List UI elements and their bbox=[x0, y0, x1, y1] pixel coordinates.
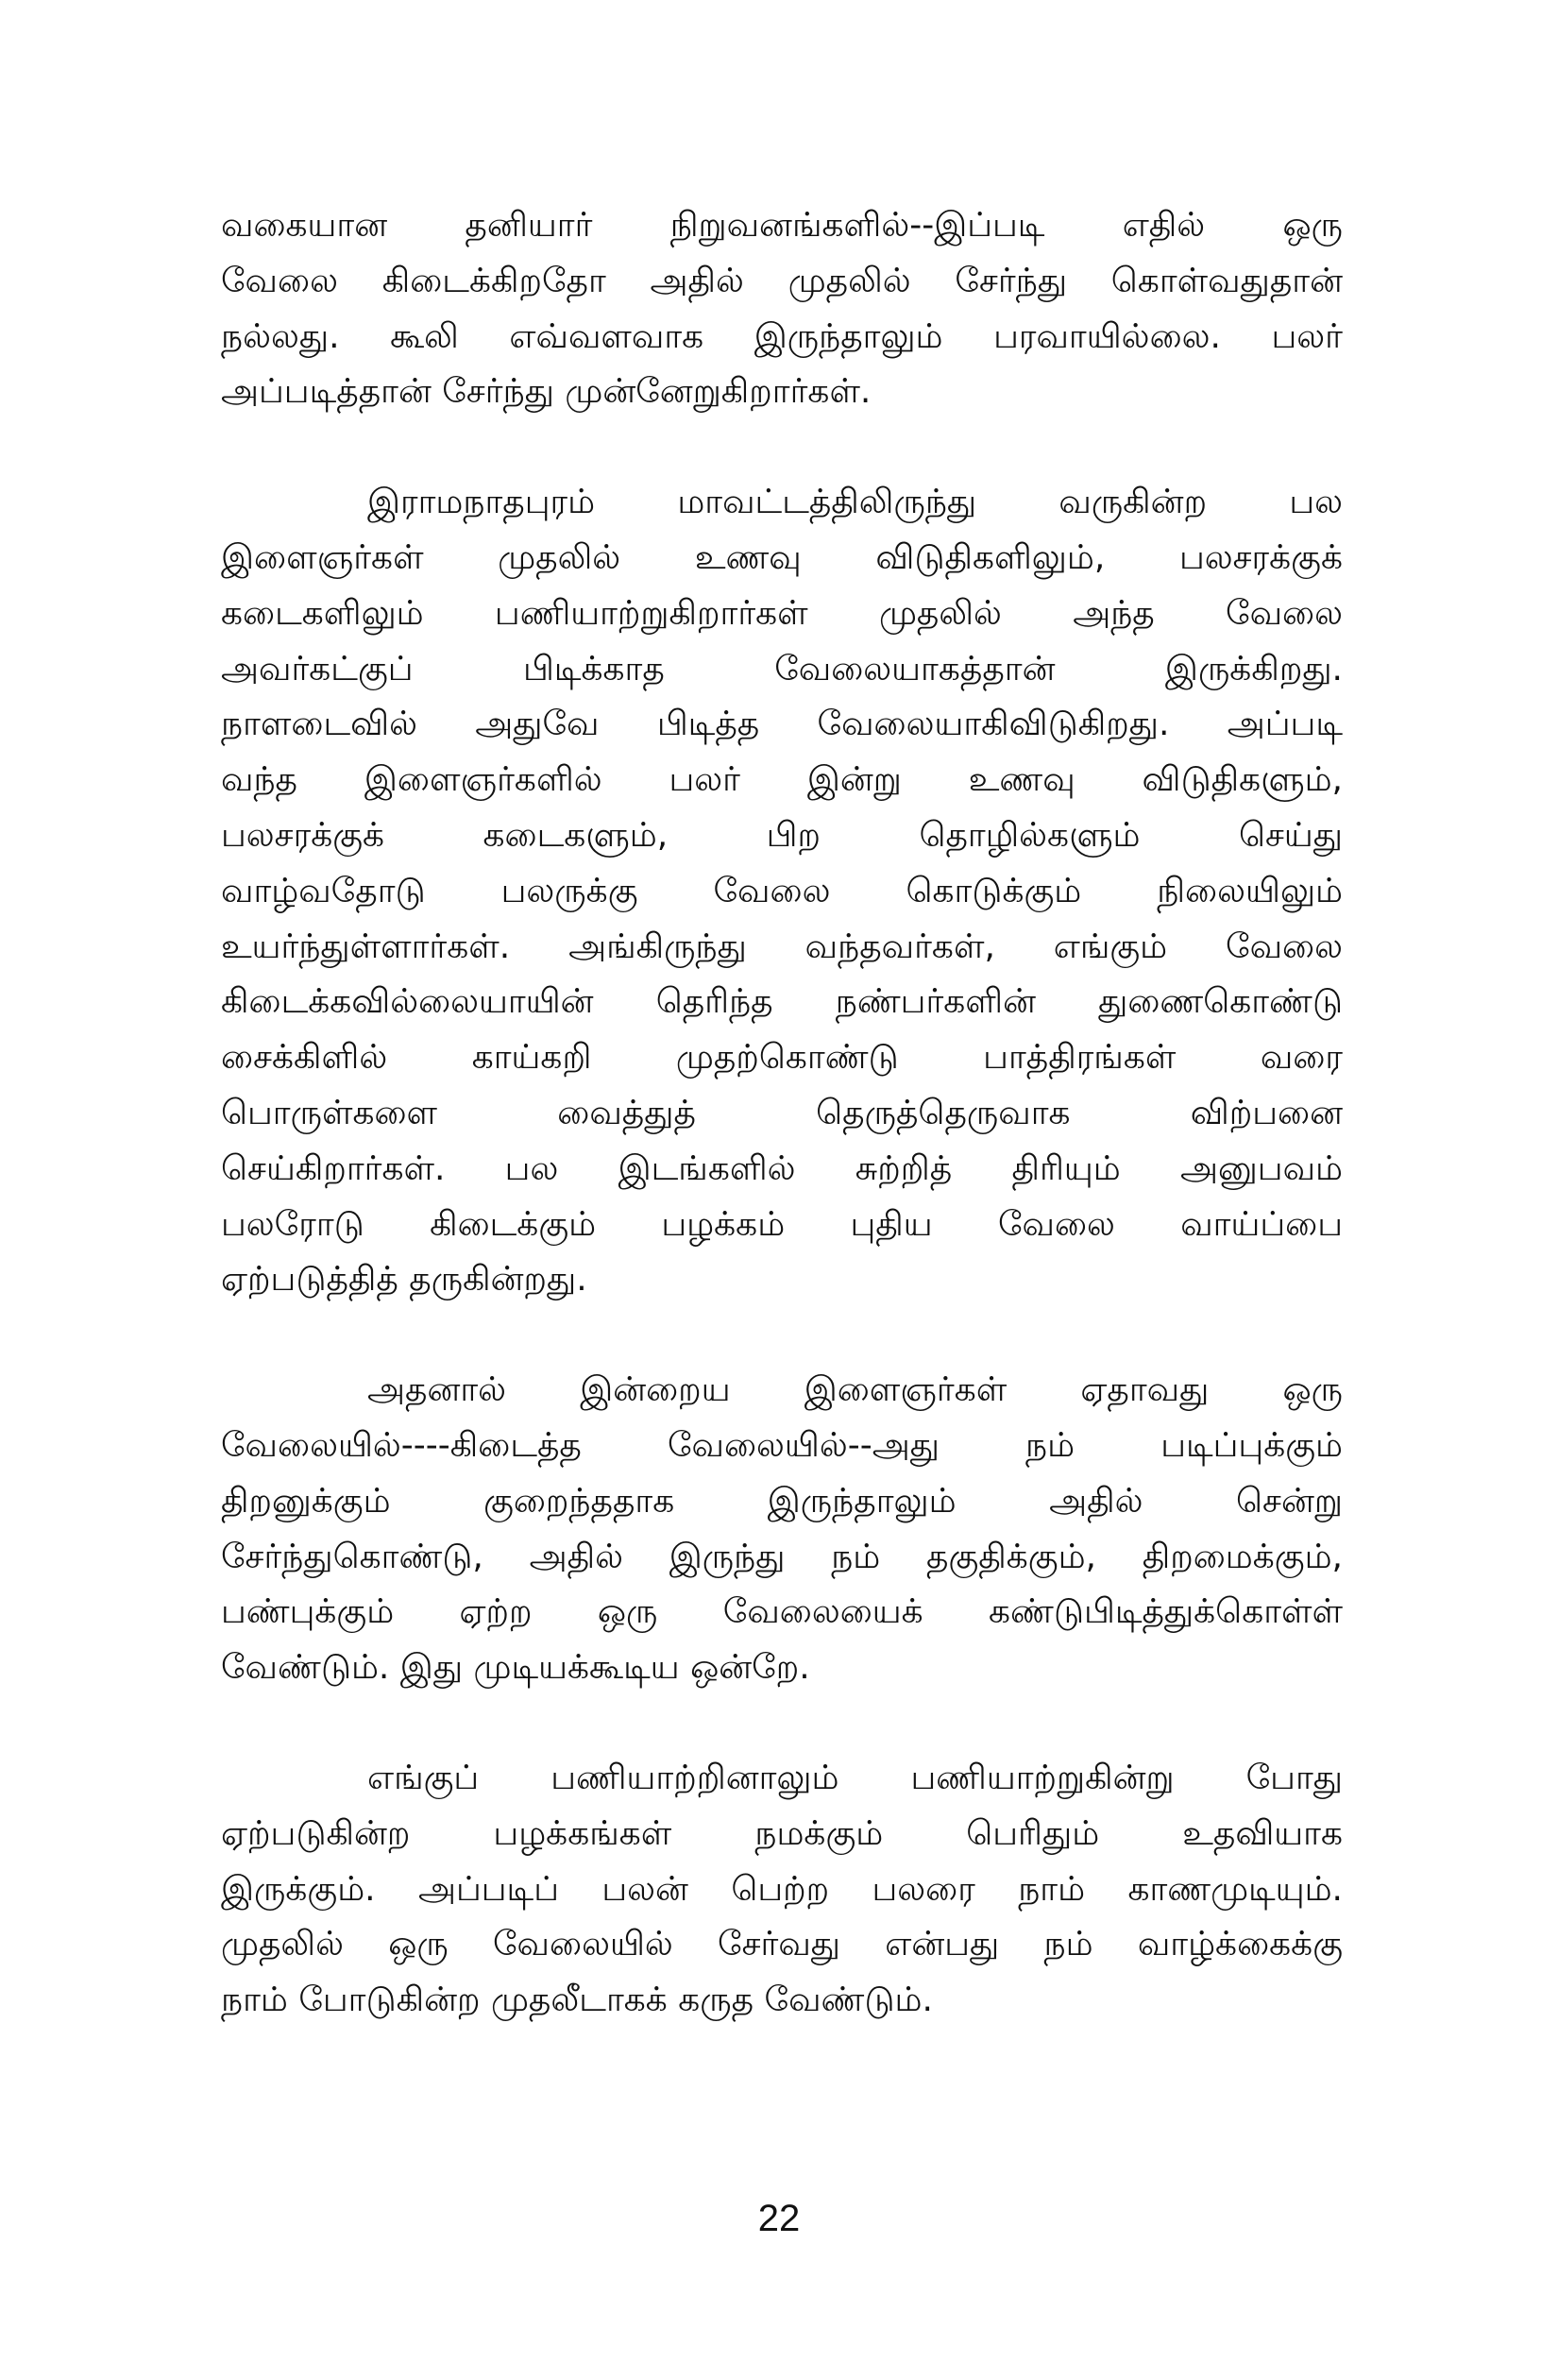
text-line: முதலில் ஒரு வேலையில் சேர்வது என்பது நம் வாழ்க்கைக்கு bbox=[221, 1925, 1343, 1964]
paragraph-2 bbox=[221, 475, 1343, 1308]
text-line: ஏற்படுகின்ற பழக்கங்கள் நமக்கும் பெரிதும் உதவியாக bbox=[221, 1813, 1343, 1853]
paragraph-3 bbox=[221, 1363, 1343, 1696]
text-line: வேலை கிடைக்கிறதோ அதில் முதலில் சேர்ந்து கொள்வதுதான் bbox=[221, 261, 1343, 300]
text-line: பலரோடு கிடைக்கும் பழக்கம் புதிய வேலை வாய்ப்பை bbox=[221, 1204, 1343, 1244]
paragraph-1 bbox=[221, 198, 1343, 420]
text-line: கடைகளிலும் பணியாற்றுகிறார்கள் முதலில் அந்த வேலை bbox=[221, 593, 1343, 633]
text-line: உயர்ந்துள்ளார்கள். அங்கிருந்து வந்தவர்கள், எங்கும் வேலை bbox=[221, 926, 1343, 966]
text-line: சேர்ந்துகொண்டு, அதில் இருந்து நம் தகுதிக்கும், திறமைக்கும், bbox=[221, 1537, 1343, 1576]
text-line: இளைஞர்கள் முதலில் உணவு விடுதிகளிலும், பலசரக்குக் bbox=[221, 537, 1343, 577]
text-line: ஏற்படுத்தித் தருகின்றது. bbox=[221, 1260, 587, 1300]
text-line: பொருள்களை வைத்துத் தெருத்தெருவாக விற்பனை bbox=[221, 1093, 1343, 1132]
text-line: வகையான தனியார் நிறுவனங்களில்--இப்படி எதில் ஒரு bbox=[221, 206, 1343, 245]
text-line: பலசரக்குக் கடைகளும், பிற தொழில்களும் செய்து bbox=[221, 815, 1343, 855]
text-line: எங்குப் பணியாற்றினாலும் பணியாற்றுகின்று போது bbox=[367, 1758, 1343, 1797]
text-line: நாளடைவில் அதுவே பிடித்த வேலையாகிவிடுகிறது. அப்படி bbox=[221, 705, 1343, 744]
text-line: பண்புக்கும் ஏற்ற ஒரு வேலையைக் கண்டுபிடித்துக்கொள்ள் bbox=[221, 1592, 1343, 1632]
text-line: செய்கிறார்கள். பல இடங்களில் சுற்றித் திரியும் அனுபவம் bbox=[221, 1148, 1343, 1188]
text-line: வாழ்வதோடு பலருக்கு வேலை கொடுக்கும் நிலையிலும் bbox=[221, 871, 1343, 910]
text-line: வேண்டும். இது முடியக்கூடிய ஒன்றே. bbox=[221, 1648, 810, 1688]
text-line: அவர்கட்குப் பிடிக்காத வேலையாகத்தான் இருக்கிறது. bbox=[221, 649, 1343, 688]
text-line: திறனுக்கும் குறைந்ததாக இருந்தாலும் அதில் சென்று bbox=[221, 1481, 1343, 1521]
text-line: இராமநாதபுரம் மாவட்டத்திலிருந்து வருகின்ற பல bbox=[367, 483, 1343, 522]
text-line: அப்படித்தான் சேர்ந்து முன்னேறுகிறார்கள். bbox=[221, 372, 872, 412]
body-text bbox=[221, 198, 1343, 2029]
text-line: சைக்கிளில் காய்கறி முதற்கொண்டு பாத்திரங்கள் வரை bbox=[221, 1038, 1343, 1078]
text-line: அதனால் இன்றைய இளைஞர்கள் ஏதாவது ஒரு bbox=[367, 1370, 1343, 1410]
text-line: கிடைக்கவில்லையாயின் தெரிந்த நண்பர்களின் துணைகொண்டு bbox=[221, 982, 1343, 1022]
paragraph-4 bbox=[221, 1751, 1343, 2029]
page-number: 22 bbox=[757, 2198, 801, 2239]
text-line: இருக்கும். அப்படிப் பலன் பெற்ற பலரை நாம் காணமுடியும். bbox=[221, 1869, 1343, 1909]
text-line: நாம் போடுகின்ற முதலீடாகக் கருத வேண்டும். bbox=[221, 1980, 933, 2020]
text-line: வேலையில்----கிடைத்த வேலையில்--அது நம் படிப்புக்கும் bbox=[221, 1425, 1343, 1465]
text-line: வந்த இளைஞர்களில் பலர் இன்று உணவு விடுதிகளும், bbox=[221, 760, 1343, 800]
text-line: நல்லது. கூலி எவ்வளவாக இருந்தாலும் பரவாயில்லை. பலர் bbox=[221, 316, 1343, 356]
